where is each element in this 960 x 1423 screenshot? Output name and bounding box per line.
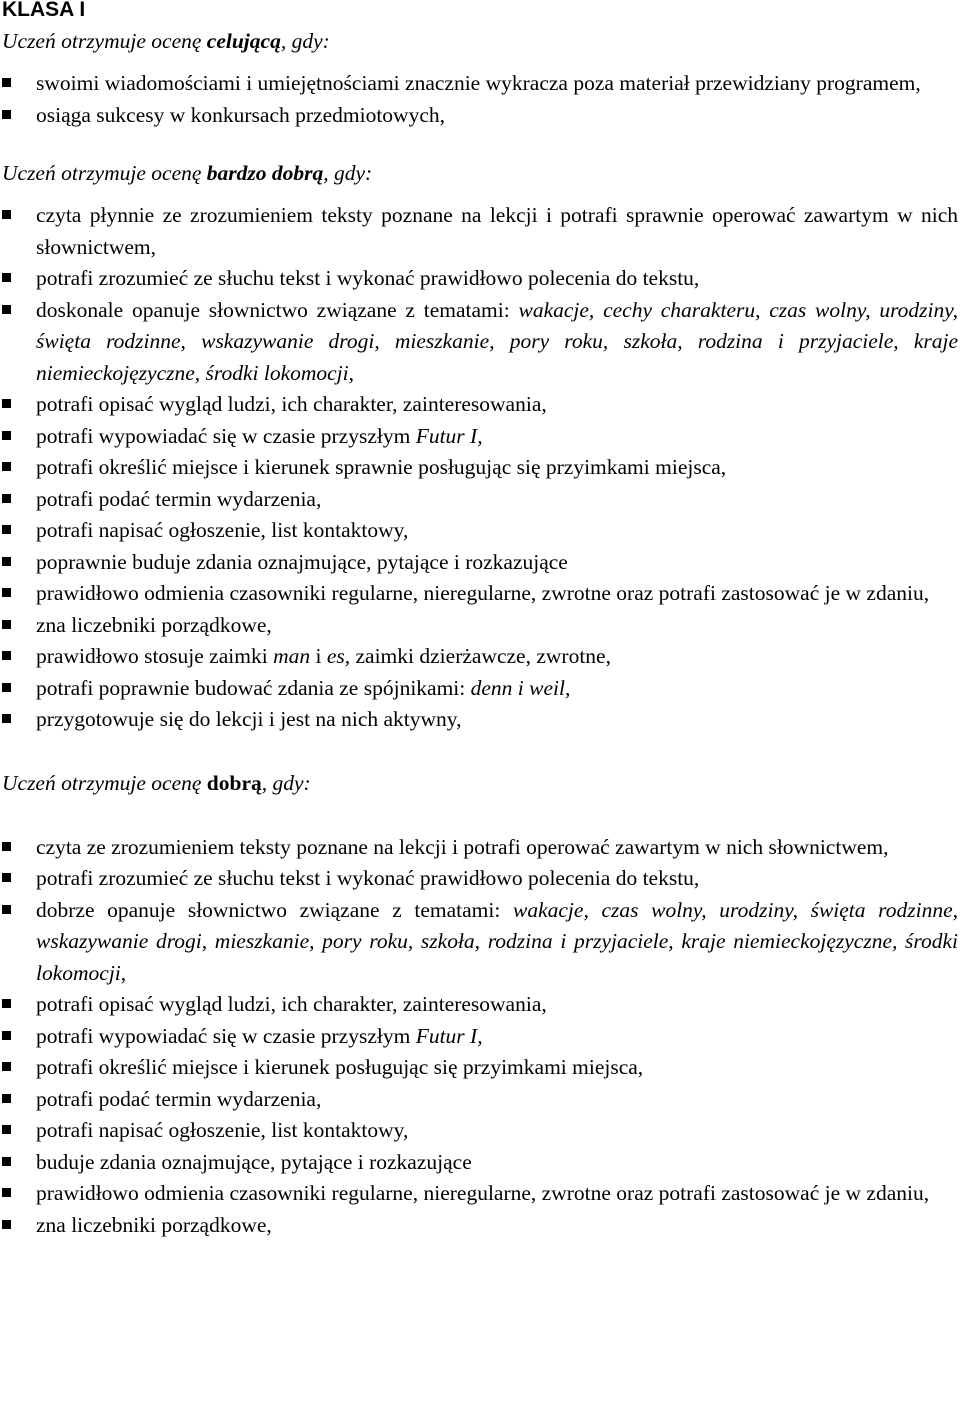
item-text: buduje zdania oznajmujące, pytające i rozkazujące [36,1149,472,1174]
heading-prefix: Uczeń otrzymuje ocenę [2,770,207,795]
list-item [2,484,958,516]
item-text: potrafi napisać ogłoszenie, list kontaktowy, [36,518,409,542]
list-item [2,421,958,453]
item-text: potrafi podać termin wydarzenia, [36,1086,322,1111]
square-bullet-icon [2,1188,11,1197]
item-text: swoimi wiadomościami i umiejętnościami znacznie wykracza poza materiał przewidziany programem, [36,71,921,95]
pronoun-man: man [273,644,311,668]
item-text: prawidłowo stosuje zaimki [36,644,274,668]
list-item [2,1178,958,1210]
square-bullet-icon [2,1094,11,1103]
item-term: Futur I, [415,423,483,448]
square-bullet-icon [2,1062,11,1071]
heading-suffix: , gdy: [323,161,373,185]
list-item [2,1052,958,1084]
list-item [2,68,958,100]
item-text: potrafi podać termin wydarzenia, [36,486,322,511]
item-text: potrafi opisać wygląd ludzi, ich charakter, zainteresowania, [36,992,547,1016]
square-bullet-icon [2,1125,11,1134]
item-text: prawidłowo odmienia czasowniki regularne, nieregularne, zwrotne oraz potrafi zastosować je w zdaniu, [36,581,930,605]
item-text: potrafi wypowiadać się w czasie przyszłym [36,1023,416,1048]
list-item [2,515,958,547]
item-text: potrafi wypowiadać się w czasie przyszłym [36,423,416,448]
list-item [2,1210,958,1242]
list-item [2,200,958,263]
item-text: poprawnie buduje zdania oznajmujące, pytające i rozkazujące [36,549,568,574]
square-bullet-icon [2,557,11,566]
square-bullet-icon [2,494,11,503]
list-item [2,1147,958,1179]
item-text: zna liczebniki porządkowe, [36,1212,272,1237]
square-bullet-icon [2,1157,11,1166]
item-text: potrafi napisać ogłoszenie, list kontaktowy, [36,1118,409,1142]
item-text-tail: zaimki dzierżawcze, zwrotne, [350,644,611,668]
square-bullet-icon [2,842,11,851]
heading-prefix: Uczeń otrzymuje ocenę [2,161,207,185]
item-text: zna liczebniki porządkowe, [36,612,272,637]
heading-prefix: Uczeń otrzymuje ocenę [2,29,207,53]
list-item [2,704,958,736]
pronoun-es: es, [326,644,351,668]
list-item [2,578,958,610]
list-item [2,641,958,673]
heading-grade: dobrą [206,770,262,795]
list-item [2,295,958,390]
list-item [2,1021,958,1053]
item-text: czyta ze zrozumieniem teksty poznane na lekcji i potrafi operować zawartym w nich słownictwem, [36,834,889,859]
list-item [2,989,958,1021]
criteria-list-celujaca [2,68,958,131]
grade-heading-dobra [2,768,958,800]
document-title: KLASA I [2,0,86,21]
heading-grade: celującą [206,29,281,53]
item-term: Futur I, [415,1023,483,1048]
item-topics: wakacje, cechy charakteru, czas wolny, urodziny, święta rodzinne, wskazywanie drogi, mieszkanie, pory roku, szkoła, rodzina i przyjaciele, kraje niemieckojęzyczne, środki lokomocji, [36,297,959,385]
heading-grade: bardzo dobrą [206,161,324,185]
square-bullet-icon [2,588,11,597]
list-item [2,863,958,895]
item-conjunctions: denn i weil, [470,675,571,700]
square-bullet-icon [2,431,11,440]
item-topics: wakacje, czas wolny, urodziny, święta rodzinne, wskazywanie drogi, mieszkanie, pory roku, szkoła, rodzina i przyjaciele, kraje niemieckojęzyczne, środki lokomocji, [36,897,958,985]
list-item [2,263,958,295]
item-text: potrafi opisać wygląd ludzi, ich charakter, zainteresowania, [36,392,547,416]
square-bullet-icon [2,273,11,282]
list-item [2,100,958,132]
square-bullet-icon [2,905,11,914]
grade-heading-bardzo-dobra [2,158,958,190]
list-item [2,547,958,579]
square-bullet-icon [2,110,11,119]
square-bullet-icon [2,305,11,314]
square-bullet-icon [2,620,11,629]
square-bullet-icon [2,683,11,692]
grade-heading-celujaca [2,26,958,58]
square-bullet-icon [2,873,11,882]
item-text: potrafi poprawnie budować zdania ze spójnikami: [36,675,471,700]
square-bullet-icon [2,651,11,660]
criteria-list-dobra [2,832,958,1242]
list-item [2,610,958,642]
item-text: potrafi określić miejsce i kierunek posługując się przyimkami miejsca, [36,1055,644,1079]
item-text: osiąga sukcesy w konkursach przedmiotowych, [36,102,445,127]
heading-suffix: , gdy: [280,29,330,53]
list-item [2,1115,958,1147]
square-bullet-icon [2,462,11,471]
list-item [2,895,958,990]
square-bullet-icon [2,714,11,723]
square-bullet-icon [2,1220,11,1229]
item-text: potrafi określić miejsce i kierunek sprawnie posługując się przyimkami miejsca, [36,455,727,479]
item-text: przygotowuje się do lekcji i jest na nich aktywny, [36,707,462,731]
list-item [2,832,958,864]
list-item [2,1084,958,1116]
item-text: potrafi zrozumieć ze słuchu tekst i wykonać prawidłowo polecenia do tekstu, [36,866,700,890]
list-item [2,389,958,421]
item-text: czyta płynnie ze zrozumieniem teksty poznane na lekcji i potrafi sprawnie operować zawartym w nich słownictwem, [36,203,958,259]
square-bullet-icon [2,999,11,1008]
square-bullet-icon [2,525,11,534]
item-text: potrafi zrozumieć ze słuchu tekst i wykonać prawidłowo polecenia do tekstu, [36,266,700,290]
list-item [2,673,958,705]
square-bullet-icon [2,399,11,408]
criteria-list-bardzo-dobra [2,200,958,736]
heading-suffix: , gdy: [261,770,311,795]
square-bullet-icon [2,1031,11,1040]
item-text-mid: i [310,644,327,668]
item-text: doskonale opanuje słownictwo związane z tematami: [36,297,519,322]
item-text: prawidłowo odmienia czasowniki regularne, nieregularne, zwrotne oraz potrafi zastosować je w zdaniu, [36,1181,930,1205]
square-bullet-icon [2,210,11,219]
document-page [2,0,958,1241]
item-text: dobrze opanuje słownictwo związane z tematami: [36,897,513,922]
square-bullet-icon [2,78,11,87]
list-item [2,452,958,484]
